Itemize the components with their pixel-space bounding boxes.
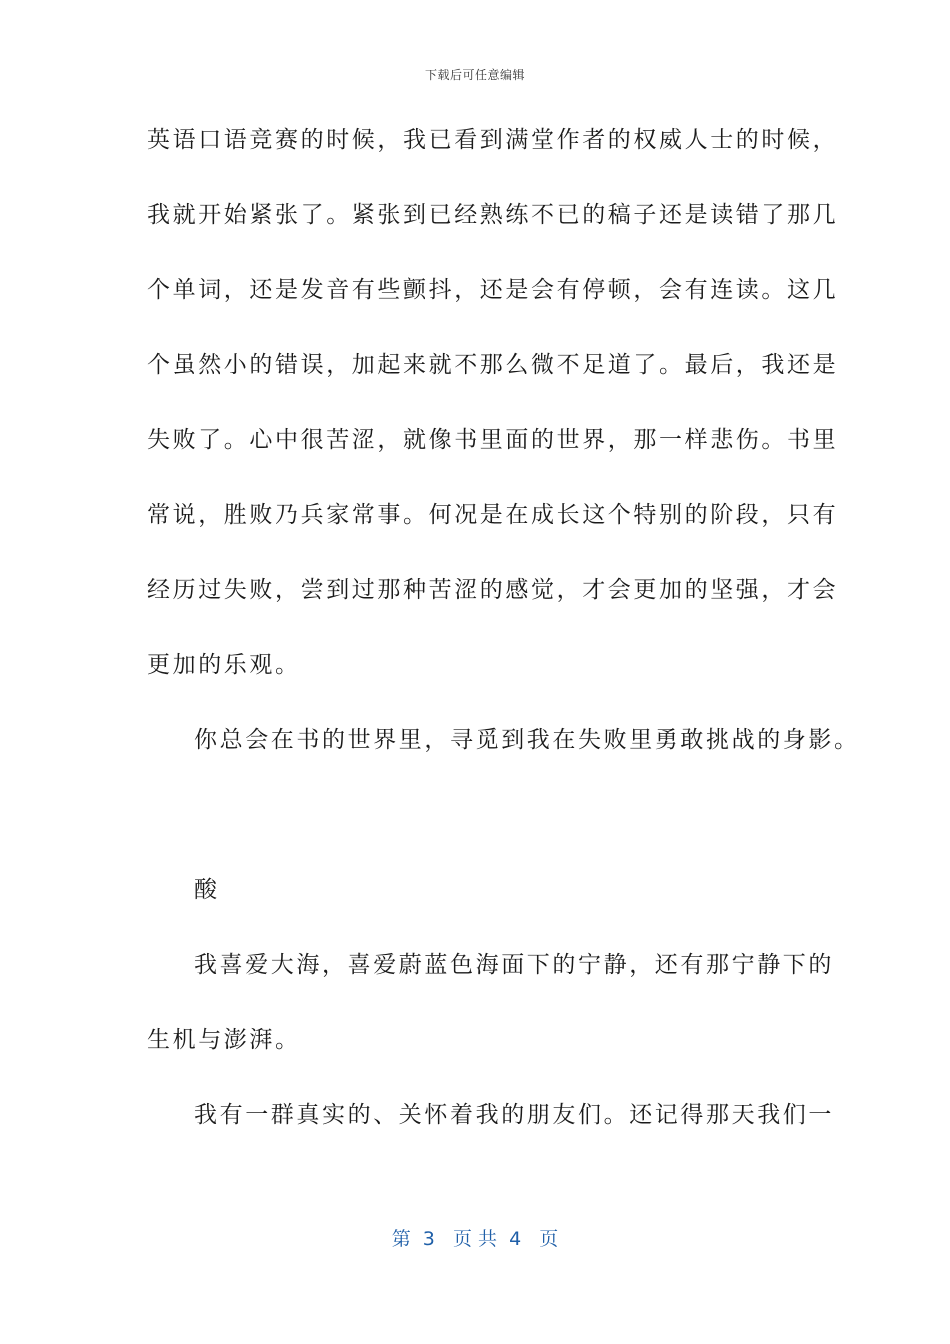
text-line: 失败了。心中很苦涩，就像书里面的世界，那一样悲伤。书里	[147, 427, 839, 453]
text-line: 我就开始紧张了。紧张到已经熟练不已的稿子还是读错了那几	[147, 202, 839, 228]
section-heading: 酸	[194, 877, 220, 903]
paragraph-line: 我喜爱大海，喜爱蔚蓝色海面下的宁静，还有那宁静下的	[194, 952, 834, 978]
text-line: 个虽然小的错误，加起来就不那么微不足道了。最后，我还是	[147, 352, 839, 378]
text-line: 常说，胜败乃兵家常事。何况是在成长这个特别的阶段，只有	[147, 502, 839, 528]
document-body	[147, 120, 860, 1170]
paragraph-line: 你总会在书的世界里，寻觅到我在失败里勇敢挑战的身影。	[194, 727, 860, 753]
text-line: 个单词，还是发音有些颤抖，还是会有停顿，会有连读。这几	[147, 277, 839, 303]
text-line: 生机与澎湃。	[147, 1027, 301, 1053]
text-line: 英语口语竞赛的时候，我已看到满堂作者的权威人士的时候，	[147, 127, 839, 153]
paragraph-line: 我有一群真实的、关怀着我的朋友们。还记得那天我们一	[194, 1102, 834, 1128]
text-line: 经历过失败，尝到过那种苦涩的感觉，才会更加的坚强，才会	[147, 577, 839, 603]
paragraph-spacer	[147, 795, 807, 870]
page-footer: 第 3 页 共 4 页	[391, 1228, 559, 1250]
text-line: 更加的乐观。	[147, 652, 301, 678]
page-header: 下载后可任意编辑	[424, 68, 525, 82]
